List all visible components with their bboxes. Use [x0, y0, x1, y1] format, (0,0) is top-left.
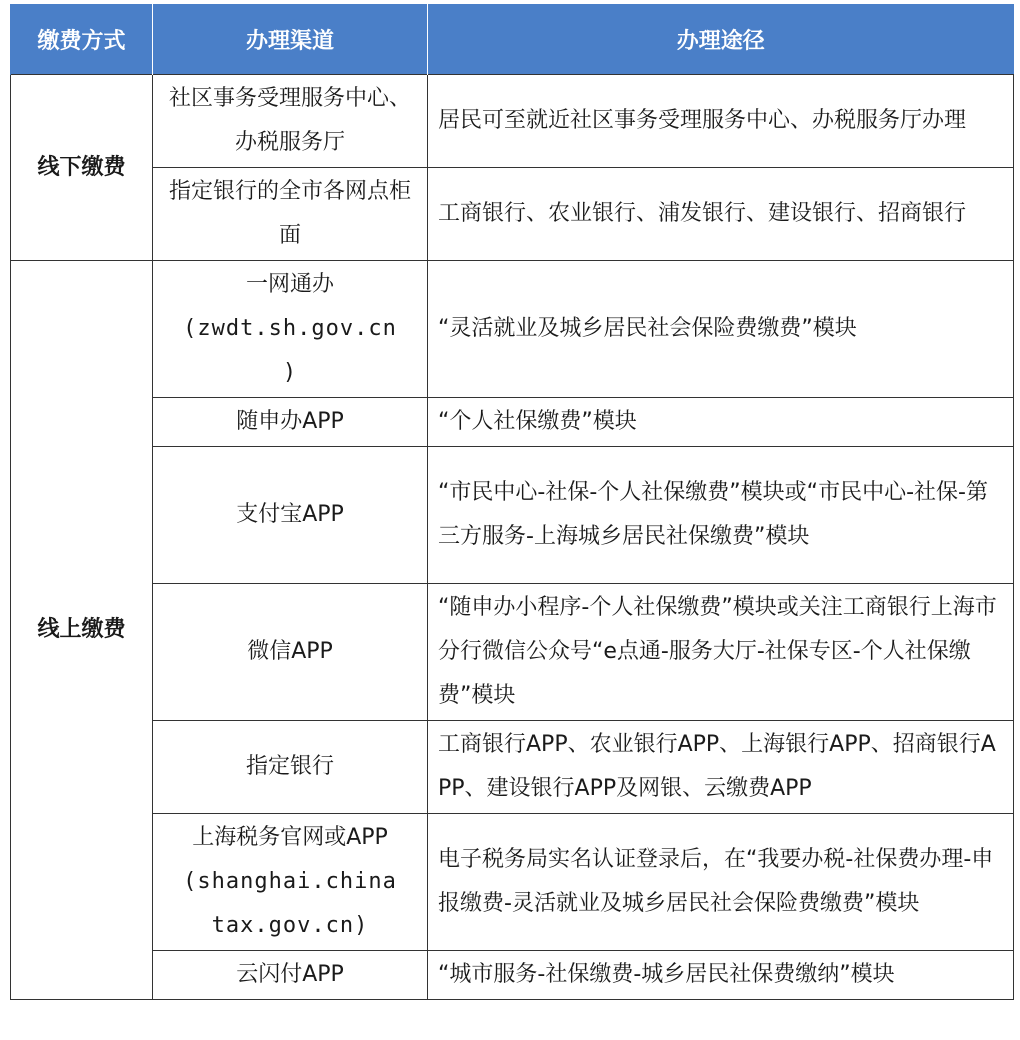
route-cell: “城市服务-社保缴费-城乡居民社保费缴纳”模块 — [428, 951, 1014, 1000]
table-header-row — [11, 4, 1014, 75]
route-cell: “个人社保缴费”模块 — [428, 398, 1014, 447]
route-cell: “随申办小程序-个人社保缴费”模块或关注工商银行上海市分行微信公众号“e点通-服务大厅-社保专区-个人社保缴费”模块 — [428, 584, 1014, 721]
channel-line: 上海税务官网或APP — [192, 825, 388, 850]
table-row — [11, 398, 1014, 447]
channel-cell: 指定银行的全市各网点柜面 — [153, 168, 428, 261]
table-row — [11, 951, 1014, 1000]
table-row — [11, 721, 1014, 814]
table-row — [11, 261, 1014, 398]
channel-cell: 支付宝APP — [153, 447, 428, 584]
channel-url: (zwdt.sh.gov.cn — [183, 316, 397, 341]
route-cell: “灵活就业及城乡居民社会保险费缴费”模块 — [428, 261, 1014, 398]
method-offline: 线下缴费 — [11, 75, 153, 261]
channel-url: (shanghai.china — [183, 869, 397, 894]
channel-cell: 云闪付APP — [153, 951, 428, 1000]
payment-methods-table — [10, 4, 1014, 1000]
channel-cell: 社区事务受理服务中心、办税服务厅 — [153, 75, 428, 168]
route-cell: 电子税务局实名认证登录后，在“我要办税-社保费办理-申报缴费-灵活就业及城乡居民社会保险费缴费”模块 — [428, 814, 1014, 951]
channel-cell: 微信APP — [153, 584, 428, 721]
channel-line: 一网通办 — [245, 272, 334, 297]
route-cell: 居民可至就近社区事务受理服务中心、办税服务厅办理 — [428, 75, 1014, 168]
channel-cell: 指定银行 — [153, 721, 428, 814]
channel-line: ) — [282, 360, 298, 385]
route-cell: 工商银行APP、农业银行APP、上海银行APP、招商银行APP、建设银行APP及网银、云缴费APP — [428, 721, 1014, 814]
route-cell: “市民中心-社保-个人社保缴费”模块或“市民中心-社保-第三方服务-上海城乡居民社保缴费”模块 — [428, 447, 1014, 584]
table-row — [11, 168, 1014, 261]
table-row — [11, 584, 1014, 721]
method-online: 线上缴费 — [11, 261, 153, 1000]
channel-cell — [153, 814, 428, 951]
channel-cell: 随申办APP — [153, 398, 428, 447]
channel-url: tax.gov.cn) — [211, 913, 369, 938]
header-route: 办理途径 — [428, 4, 1014, 75]
route-cell: 工商银行、农业银行、浦发银行、建设银行、招商银行 — [428, 168, 1014, 261]
header-channel: 办理渠道 — [153, 4, 428, 75]
header-method: 缴费方式 — [11, 4, 153, 75]
table-row — [11, 447, 1014, 584]
channel-cell — [153, 261, 428, 398]
table-row — [11, 814, 1014, 951]
table-row — [11, 75, 1014, 168]
